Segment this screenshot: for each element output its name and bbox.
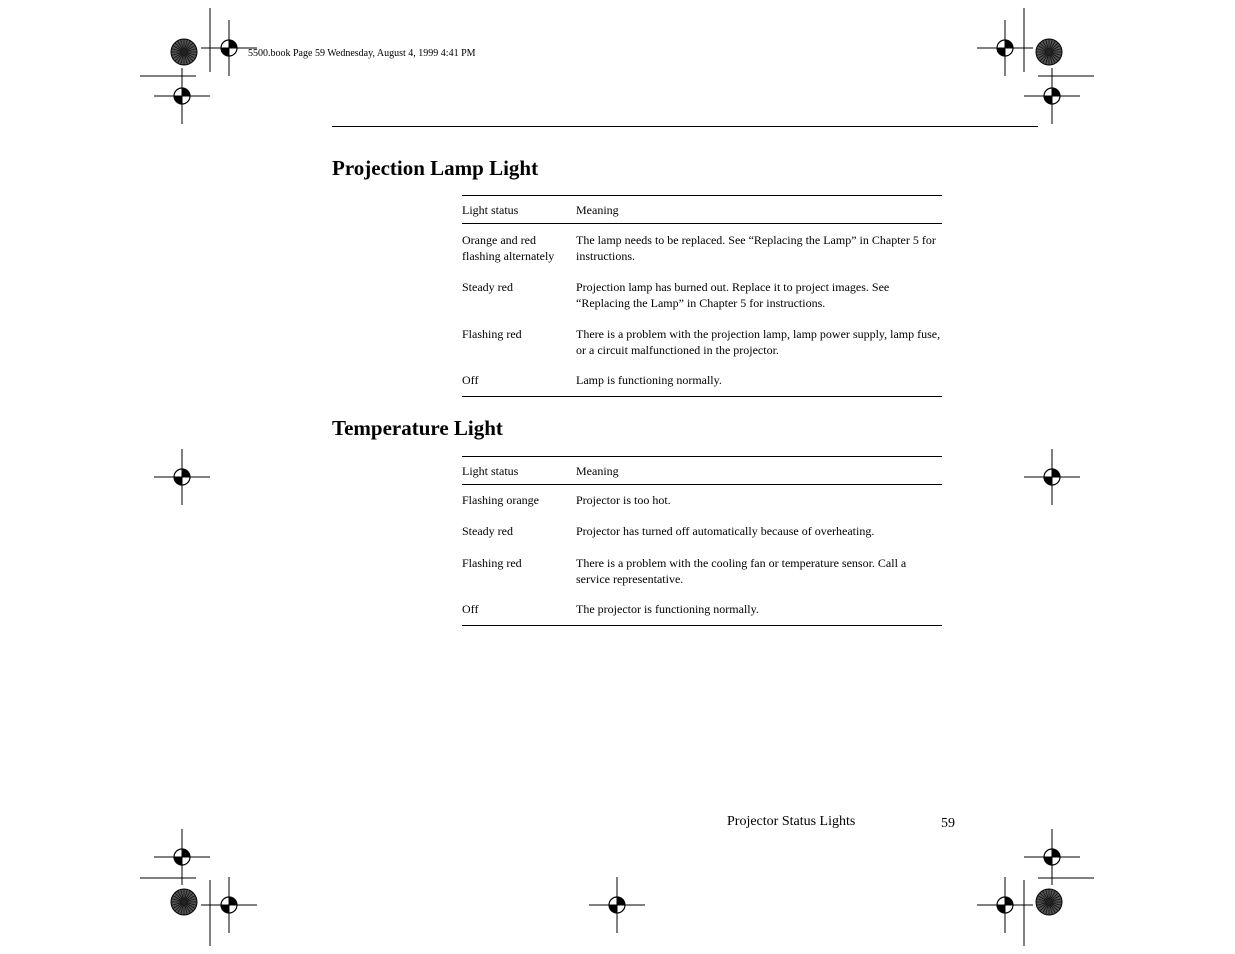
- registration-target-quadrant: [182, 849, 190, 857]
- registration-target-quadrant: [997, 905, 1005, 913]
- column-header-meaning: Meaning: [576, 464, 619, 478]
- registration-target-quadrant: [1044, 857, 1052, 865]
- row-meaning: Projector has turned off automatically because of overheating.: [576, 524, 875, 538]
- row-status: Orange and red flashing alternately: [462, 233, 555, 263]
- registration-target-quadrant: [617, 897, 625, 905]
- row-meaning: Projection lamp has burned out. Replace it to project images. See “Replacing the Lamp” in Chapter 5 for instructions.: [576, 280, 890, 310]
- registration-target-quadrant: [174, 477, 182, 485]
- registration-target-quadrant: [1052, 849, 1060, 857]
- registration-target-quadrant: [1044, 477, 1052, 485]
- row-status: Flashing red: [462, 327, 522, 341]
- row-status: Off: [462, 602, 479, 616]
- row-meaning: The projector is functioning normally.: [576, 602, 759, 616]
- registration-target-quadrant: [229, 897, 237, 905]
- column-header-light-status: Light status: [462, 464, 519, 478]
- row-meaning: Projector is too hot.: [576, 493, 671, 507]
- table-header-row: [462, 457, 942, 485]
- registration-target-quadrant: [174, 96, 182, 104]
- row-meaning: The lamp needs to be replaced. See “Replacing the Lamp” in Chapter 5 for instructions.: [576, 233, 936, 263]
- registration-target-quadrant: [182, 469, 190, 477]
- row-status: Flashing red: [462, 556, 522, 570]
- row-status: Off: [462, 373, 479, 387]
- row-meaning: There is a problem with the cooling fan or temperature sensor. Call a service representative.: [576, 556, 907, 586]
- row-status: Steady red: [462, 280, 513, 294]
- starburst-center: [1046, 899, 1052, 905]
- column-header-light-status: Light status: [462, 203, 519, 217]
- registration-target-quadrant: [182, 88, 190, 96]
- registration-target-quadrant: [221, 48, 229, 56]
- print-header-info: 5500.book Page 59 Wednesday, August 4, 1999 4:41 PM: [248, 48, 476, 59]
- table-header-row: [462, 196, 942, 224]
- header-rule: [332, 126, 1038, 127]
- registration-target-quadrant: [1052, 88, 1060, 96]
- starburst-center: [181, 49, 187, 55]
- registration-target-quadrant: [997, 48, 1005, 56]
- registration-target-quadrant: [174, 857, 182, 865]
- row-status: Steady red: [462, 524, 513, 538]
- starburst-center: [181, 899, 187, 905]
- row-meaning: Lamp is functioning normally.: [576, 373, 722, 387]
- registration-target-quadrant: [1005, 897, 1013, 905]
- temperature-status-table: [462, 456, 942, 626]
- registration-target-quadrant: [1044, 96, 1052, 104]
- footer-chapter-title: Projector Status Lights: [727, 814, 856, 829]
- projection-lamp-status-table: [462, 195, 942, 397]
- section-title-temperature: Temperature Light: [332, 416, 503, 440]
- registration-target-quadrant: [1052, 469, 1060, 477]
- registration-target-quadrant: [1005, 40, 1013, 48]
- page-number: 59: [941, 816, 955, 831]
- row-status: Flashing orange: [462, 493, 539, 507]
- column-header-meaning: Meaning: [576, 203, 619, 217]
- registration-target-quadrant: [609, 905, 617, 913]
- section-title-projection-lamp: Projection Lamp Light: [332, 156, 539, 180]
- row-meaning: There is a problem with the projection lamp, lamp power supply, lamp fuse, or a circuit malfunctioned in the projector.: [576, 327, 941, 357]
- registration-target-quadrant: [221, 905, 229, 913]
- registration-target-quadrant: [229, 40, 237, 48]
- starburst-center: [1046, 49, 1052, 55]
